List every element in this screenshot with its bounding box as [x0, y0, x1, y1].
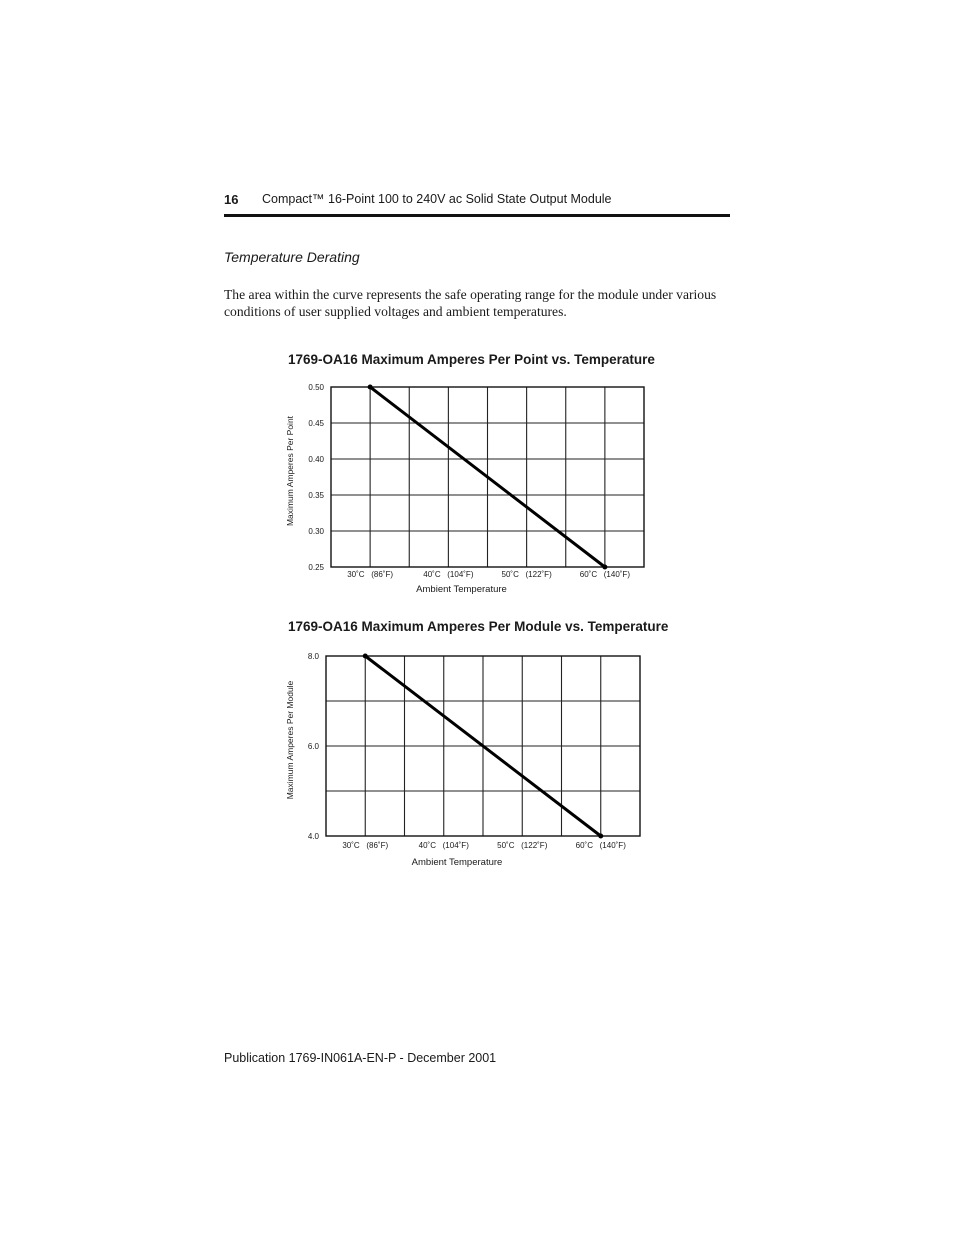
y-axis-label: Maximum Amperes Per Module [285, 680, 295, 800]
y-tick-label: 0.35 [308, 491, 324, 500]
data-point [598, 834, 603, 839]
x-tick-label: 40˚C (104˚F) [418, 841, 469, 850]
y-tick-label: 0.45 [308, 419, 324, 428]
header-rule [224, 214, 730, 217]
x-tick-label: 60˚C (140˚F) [575, 841, 626, 850]
x-tick-label: 50˚C (122˚F) [501, 570, 552, 579]
chart-title-per-module: 1769-OA16 Maximum Amperes Per Module vs. Temperature [288, 619, 669, 634]
x-axis-label: Ambient Temperature [411, 857, 503, 868]
y-tick-label: 8.0 [307, 652, 319, 661]
x-tick-label: 50˚C (122˚F) [497, 841, 548, 850]
y-tick-label: 4.0 [307, 832, 319, 841]
y-tick-label: 0.25 [308, 563, 324, 572]
y-tick-label: 0.50 [308, 383, 324, 392]
section-heading: Temperature Derating [224, 249, 360, 265]
page-number: 16 [224, 192, 239, 207]
chart-per-module [280, 644, 660, 872]
data-point [363, 654, 368, 659]
x-tick-label: 60˚C (140˚F) [579, 570, 630, 579]
chart-per-point [280, 378, 660, 600]
chart-title-per-point: 1769-OA16 Maximum Amperes Per Point vs. Temperature [288, 352, 655, 367]
y-tick-label: 6.0 [307, 742, 319, 751]
x-tick-label: 40˚C (104˚F) [423, 570, 474, 579]
data-point [368, 385, 373, 390]
footer-publication: Publication 1769-IN061A-EN-P - December 2001 [224, 1051, 497, 1065]
y-tick-label: 0.30 [308, 527, 324, 536]
body-paragraph: The area within the curve represents the safe operating range for the module under various conditions of user supplied voltages and ambient temperatures. [224, 287, 717, 319]
data-point [602, 565, 607, 570]
y-tick-label: 0.40 [308, 455, 324, 464]
x-tick-label: 30˚C (86˚F) [347, 570, 394, 579]
x-tick-label: 30˚C (86˚F) [342, 841, 389, 850]
x-axis-label: Ambient Temperature [416, 584, 507, 595]
y-axis-label: Maximum Amperes Per Point [285, 415, 295, 527]
running-header-title: Compact™ 16-Point 100 to 240V ac Solid State Output Module [262, 192, 612, 206]
